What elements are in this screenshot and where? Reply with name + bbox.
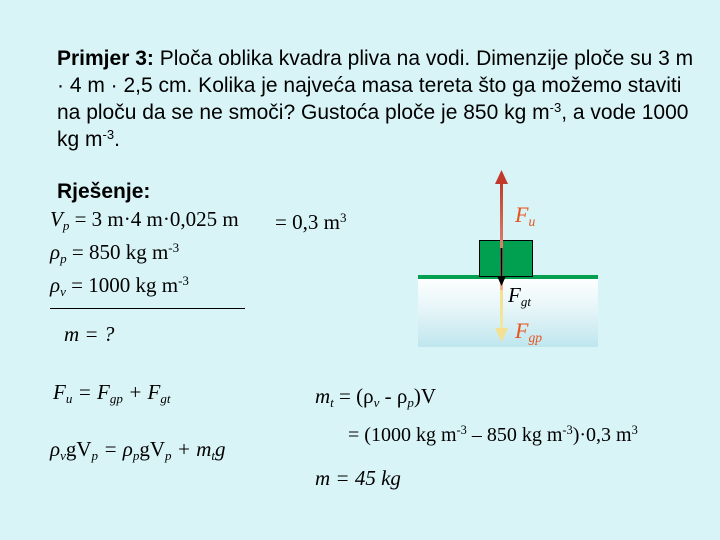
problem-label: Primjer 3: (57, 47, 154, 70)
equation-mass-formula: $m_t = (\rho_v - \rho_p)V$ (315, 384, 437, 410)
label-plate-weight: $F_{gp}$ (515, 318, 543, 346)
problem-text-3: . (114, 128, 120, 151)
unknown-mass: m = ? (64, 322, 115, 346)
problem-statement (57, 45, 697, 153)
given-water-density: $\rho_v = 1000$ kg $m^{-3}$ (50, 272, 189, 299)
problem-text: Ploča oblika kvadra pliva na vodi. Dimenzije ploče su 3 m · 4 m · 2,5 cm. Kolika je najveća masa tereta što ga možemo staviti na ploču da se ne smoči? Gustoća ploče je 850 kg m (57, 47, 694, 124)
gravity-load-arrow (497, 248, 506, 286)
problem-exponent-1: -3 (549, 99, 562, 115)
problem-exponent-2: -3 (102, 126, 115, 142)
result-mass: m = 45 kg (315, 466, 401, 490)
equation-substitution: = (1000 kg $m^{-3} - 850$ kg $m^{-3})\cdot 0,3$ $m^3$ (348, 423, 638, 446)
problem-text-2: , a vode 1000 kg m (57, 101, 689, 151)
given-volume: $V_p = 3$ m·4 m·0,025 m (50, 207, 239, 233)
gravity-plate-arrow (495, 290, 508, 342)
solution-heading: Rješenje: (57, 180, 151, 203)
buoyant-force-arrow (495, 170, 508, 310)
equation-expanded: $\rho_vgV_p = \rho_pgV_p + m_tg$ (50, 437, 226, 463)
label-load-weight: $F_{gt}$ (508, 283, 531, 309)
label-buoyant-force: $F_u$ (515, 202, 536, 230)
givens-divider (50, 308, 245, 309)
equation-force-balance: $F_u = F_{gp} + F_{gt}$ (53, 380, 171, 406)
given-volume-result: = 0,3 $m^3$ (275, 209, 347, 234)
given-plate-density: $\rho_p = 850$ kg $m^{-3}$ (50, 239, 180, 266)
